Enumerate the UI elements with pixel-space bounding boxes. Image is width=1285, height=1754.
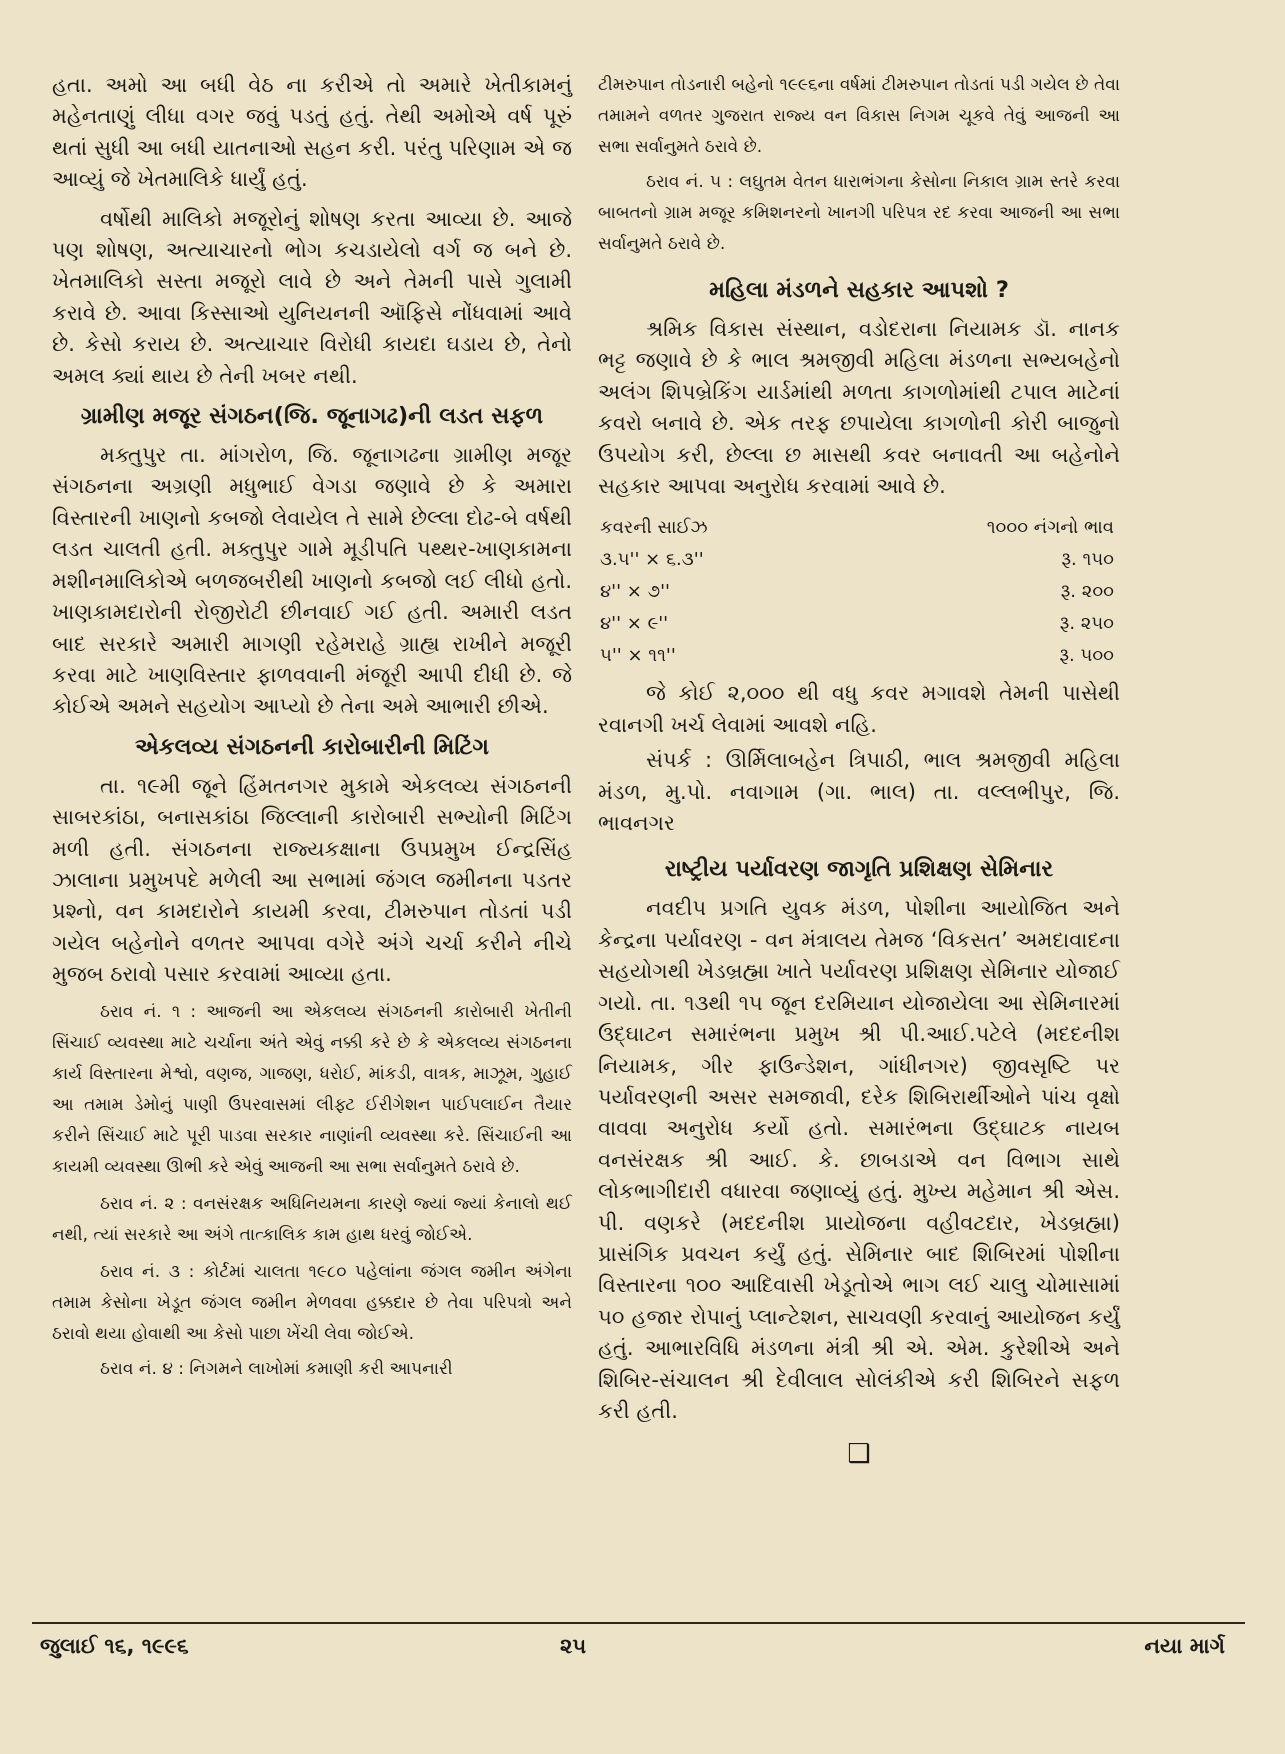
resolution-3: ઠરાવ નં. ૩ : કોર્ટમાં ચાલતા ૧૯૮૦ પહેલાંના જંગલ જમીન અંગેના તમામ કેસોના ખેડૂત જંગલ જમીન મેળવવા હક્કદાર છે તેવા પરિપત્રો અને ઠરાવો થયા હોવાથી આ કેસો પાછા ખેંચી લેવા જોઈએ.	[52, 1261, 572, 1344]
table-row	[598, 544, 1120, 576]
resolution-2: ઠરાવ નં. ૨ : વનસંરક્ષક અધિનિયમના કારણે જ્યાં જ્યાં કેનાલો થઈ નથી, ત્યાં સરકારે આ અંગે તાત્કાલિક કામ હાથ ધરવું જોઈએ.	[52, 1193, 572, 1245]
column-header-size: કવરની સાઈઝ	[600, 517, 708, 539]
shipping-note: જે કોઈ ૨,૦૦૦ થી વધુ કવર મગાવશે તેમની પાસેથી રવાનગી ખર્ચ લેવામાં આવશે નહિ.	[598, 681, 1120, 737]
junagadh-paragraph: મક્તુપુર તા. માંગરોળ, જિ. જૂનાગઢના ગ્રામીણ મજૂર સંગઠનના અગ્રણી મધુભાઈ વેગડા જણાવે છે કે અમારા વિસ્તારની ખાણનો કબજો લેવાયેલ તે સામે છેલ્લા દોઢ-બે વર્ષથી લડત ચાલતી હતી. મક્તુપુર ગામે મૂડીપતિ પથ્થર-ખાણકામના મશીનમાલિકોએ બળજબરીથી ખાણનો કબજો લઈ લીધો હતો. ખાણકામદારોની રોજીરોટી છીનવાઈ ગઈ હતી. અમારી લડત બાદ સરકારે અમારી માગણી રહેમરાહે ગ્રાહ્ય રાખીને મજૂરી કરવા માટે ખાણવિસ્તાર ફાળવવાની મંજૂરી આપી દીધી છે. જે કોઈએ અમને સહયોગ આપ્યો છે તેના અમે આભારી છીએ.	[52, 443, 572, 719]
seminar-paragraph: નવદીપ પ્રગતિ યુવક મંડળ, પોશીના આયોજિત અને કેન્દ્રના પર્યાવરણ - વન મંત્રાલય તેમજ ‘વિકસત’ અમદાવાદના સહયોગથી ખેડબ્રહ્મા ખાતે પર્યાવરણ પ્રશિક્ષણ સેમિનાર યોજાઈ ગયો. તા. ૧૩થી ૧૫ જૂન દરમિયાન યોજાયેલા આ સેમિનારમાં ઉદ્ઘાટન સમારંભના પ્રમુખ શ્રી પી.આઈ.પટેલે (મદદનીશ નિયામક, ગીર ફાઉન્ડેશન, ગાંધીનગર) જીવસૃષ્ટિ પર પર્યાવરણની અસર સમજાવી, દરેક શિબિરાર્થીઓને પાંચ વૃક્ષો વાવવા અનુરોધ કર્યો હતો. સમારંભના ઉદ્ઘાટક નાયબ વનસંરક્ષક શ્રી આઈ. કે. છાબડાએ વન વિભાગ સાથે લોકભાગીદારી વધારવા જણાવ્યું હતું. મુખ્ય મહેમાન શ્રી એસ. પી. વણકરે (મદદનીશ પ્રાયોજના વહીવટદાર, ખેડબ્રહ્મા) પ્રાસંગિક પ્રવચન કર્યું હતું. સેમિનાર બાદ શિબિરમાં પોશીના વિસ્તારના ૧૦૦ આદિવાસી ખેડૂતોએ ભાગ લઈ ચાલુ ચોમાસામાં ૫૦ હજાર રોપાનું પ્લાન્ટેશન, સાચવણી કરવાનું આયોજન કર્યું હતું. આભારવિધિ મંડળના મંત્રી શ્રી એ. એમ. કુરેશીએ અને શિબિર-સંચાલન શ્રી દેવીલાલ સોલંકીએ કરી શિબિરને સફળ કરી હતી.	[598, 896, 1120, 1423]
price-table-header	[598, 512, 1120, 544]
footer-rule	[32, 1622, 1245, 1624]
mahila-paragraph: શ્રમિક વિકાસ સંસ્થાન, વડોદરાના નિયામક ડૉ. નાનક ભટ્ટ જણાવે છે કે ભાલ શ્રમજીવી મહિલા મંડળના સભ્યબહેનો અલંગ શિપબ્રેકિંગ યાર્ડમાંથી મળતા કાગળોમાંથી ટપાલ માટેનાં કવરો બનાવે છે. એક તરફ છપાયેલા કાગળોની કોરી બાજુનો ઉપયોગ કરી, છેલ્લા છ માસથી કવર બનાવતી આ બહેનોને સહકાર આપવા અનુરોધ કરવામાં આવે છે.	[598, 317, 1120, 499]
left-column	[52, 70, 572, 1385]
cover-price: રૂ. ૨૫૦	[1059, 613, 1114, 635]
exploitation-paragraph: વર્ષોથી માલિકો મજૂરોનું શોષણ કરતા આવ્યા છે. આજે પણ શોષણ, અત્યાચારનો ભોગ કચડાયેલો વર્ગ જ બને છે. ખેતમાલિકો સસ્તા મજૂરો લાવે છે અને તેમની પાસે ગુલામી કરાવે છે. આવા કિસ્સાઓ યુનિયનની ઑફિસે નોંધવામાં આવે છે. કેસો કરાય છે. અત્યાચાર વિરોધી કાયદા ઘડાય છે, તેનો અમલ ક્યાં થાય છે તેની ખબર નથી.	[52, 206, 572, 388]
heading-eklavya: એકલવ્ય સંગઠનની કારોબારીની મિટિંગ	[135, 733, 489, 760]
right-column	[598, 70, 1120, 1469]
heading-mahila: મહિલા મંડળને સહકાર આપશો ?	[709, 277, 1009, 303]
eklavya-paragraph: તા. ૧૯મી જૂને હિંમતનગર મુકામે એકલવ્ય સંગઠનની સાબરકાંઠા, બનાસકાંઠા જિલ્લાની કારોબારી સભ્યોની મિટિંગ મળી હતી. સંગઠનના રાજ્યકક્ષાના ઉપપ્રમુખ ઈન્દ્રસિંહ ઝાલાના પ્રમુખપદે મળેલી આ સભામાં જંગલ જમીનના પડતર પ્રશ્નો, વન કામદારોને કાયમી કરવા, ટીમરુપાન તોડતાં પડી ગયેલ બહેનોને વળતર આપવા વગેરે અંગે ચર્ચા કરીને નીચે મુજબ ઠરાવો પસાર કરવામાં આવ્યા હતા.	[52, 773, 572, 987]
end-of-article-square-icon: ❑	[847, 1439, 871, 1470]
intro-paragraph: હતા. અમો આ બધી વેઠ ના કરીએ તો અમારે ખેતીકામનું મહેનતાણું લીધા વગર જવું પડતું હતું. તેથી અમોએ વર્ષ પૂરું થતાં સુધી આ બધી યાતનાઓ સહન કરી. પરંતુ પરિણામ એ જ આવ્યું જે ખેતમાલિકે ધાર્યું હતું.	[52, 73, 572, 192]
page-footer	[40, 1634, 1225, 1674]
heading-seminar: રાષ્ટ્રીય પર્યાવરણ જાગૃતિ પ્રશિક્ષણ સેમિનાર	[664, 856, 1054, 883]
table-row	[598, 640, 1120, 672]
resolution-4-continued: ટીમરુપાન તોડનારી બહેનો ૧૯૯૬ના વર્ષમાં ટીમરુપાન તોડતાં પડી ગયેલ છે તેવા તમામને વળતર ગુજરાત રાજ્ય વન વિકાસ નિગમ ચૂકવે તેવું આજની આ સભા સર્વાનુમતે ઠરાવે છે.	[598, 75, 1120, 157]
cover-size: ૫'' × ૧૧''	[600, 645, 676, 667]
cover-size: ૪'' × ૯''	[600, 613, 669, 635]
cover-price: રૂ. ૫૦૦	[1059, 645, 1114, 667]
table-row	[598, 576, 1120, 608]
page-number: ૨૫	[560, 1634, 587, 1658]
resolution-4-start: ઠરાવ નં. ૪ : નિગમને લાખોમાં કમાણી કરી આપનારી	[100, 1358, 453, 1379]
price-table	[598, 512, 1120, 672]
resolution-5: ઠરાવ નં. ૫ : લઘુતમ વેતન ધારાભંગના કેસોના નિકાલ ગ્રામ સ્તરે કરવા બાબતનો ગ્રામ મજૂર કમિશનરનો ખાનગી પરિપત્ર રદ કરવા આજની આ સભા સર્વાનુમતે ઠરાવે છે.	[598, 172, 1120, 254]
table-row	[598, 608, 1120, 640]
publication-name: નયા માર્ગ	[1144, 1634, 1225, 1658]
resolution-1: ઠરાવ નં. ૧ : આજની આ એકલવ્ય સંગઠનની કારોબારી ખેતીની સિંચાઈ વ્યવસ્થા માટે ચર્ચાના અંતે એવું નક્કી કરે છે કે એકલવ્ય સંગઠનના કાર્ય વિસ્તારના મેશ્વો, વણજ, ગાજણ, ધરોઈ, માંકડી, વાત્રક, માઝૂમ, ગુહાઈ આ તમામ ડેમોનું પાણી ઉપરવાસમાં લીફ્ટ ઈરીગેશન પાઈપલાઈન તૈયાર કરીને સિંચાઈ માટે પૂરી પાડવા સરકાર નાણાંની વ્યવસ્થા કરે. સિંચાઈની આ કાયમી વ્યવસ્થા ઊભી કરે એવું આજની આ સભા સર્વાનુમતે ઠરાવે છે.	[52, 1001, 572, 1177]
heading-junagadh: ગ્રામીણ મજૂર સંગઠન(જિ. જૂનાગઢ)ની લડત સફળ	[80, 403, 544, 430]
column-header-price: ૧૦૦૦ નંગનો ભાવ	[986, 517, 1114, 539]
issue-date: જુલાઈ ૧૬, ૧૯૯૬	[40, 1634, 189, 1658]
cover-size: ૪'' × ૭''	[600, 581, 670, 603]
contact-info: સંપર્ક : ઊર્મિલાબહેન ત્રિપાઠી, ભાલ શ્રમજીવી મહિલા મંડળ, મુ.પો. નવાગામ (ગા. ભાલ) તા. વલ્લભીપુર, જિ. ભાવનગર	[598, 748, 1120, 836]
cover-size: ૩.૫'' × ૬.૩''	[600, 549, 704, 571]
cover-price: રૂ. ૧૫૦	[1061, 549, 1114, 571]
cover-price: રૂ. ૨૦૦	[1060, 581, 1114, 603]
